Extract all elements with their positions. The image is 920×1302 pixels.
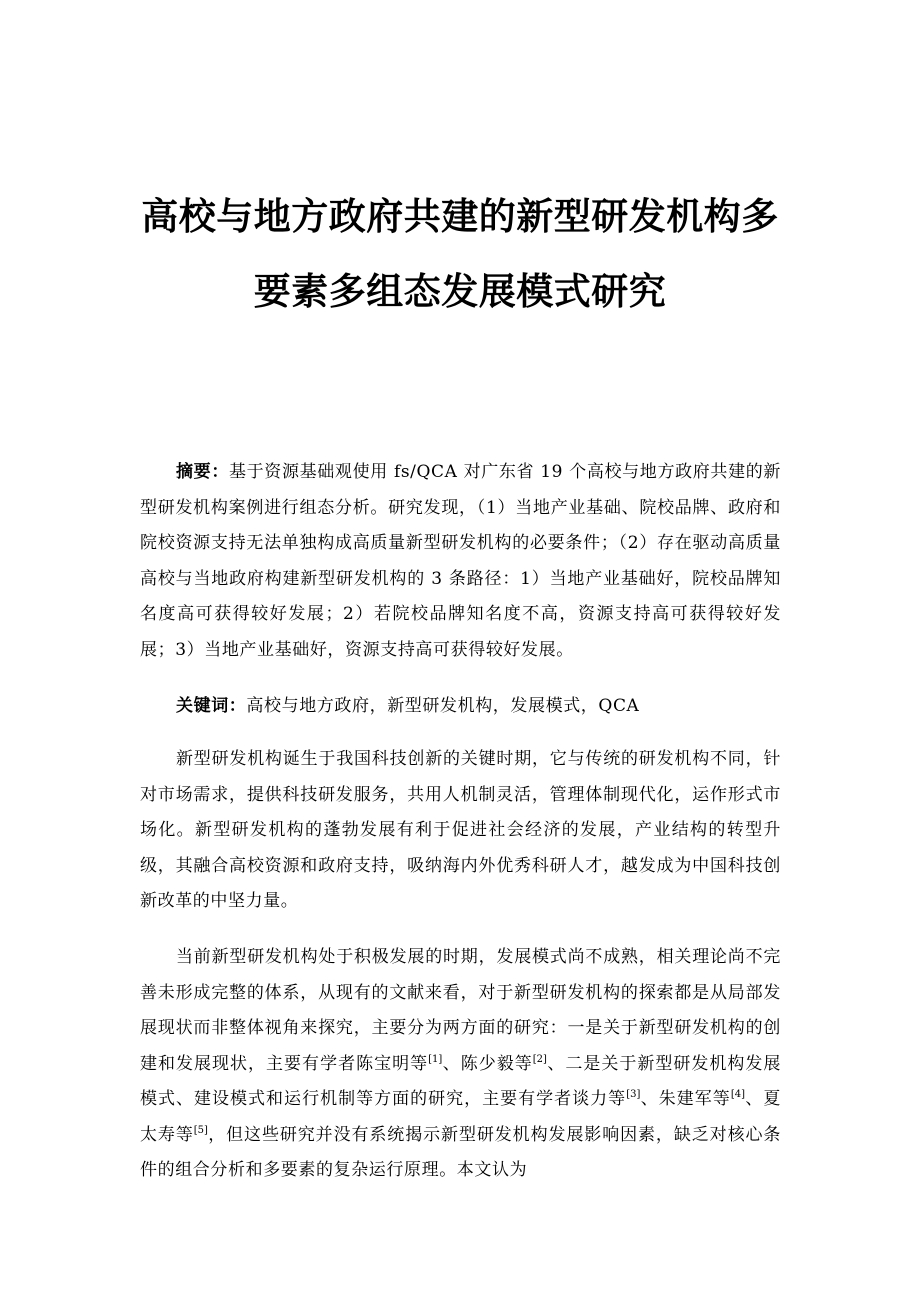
body-paragraph-1: 新型研发机构诞生于我国科技创新的关键时期，它与传统的研发机构不同，针对市场需求，提供科技研发服务，共用人机制灵活，管理体制现代化，运作形式市场化。新型研发机构的蓬勃发展有利于促进社会经济的发展，产业结构的转型升级，其融合高校资源和政府支持，吸纳海内外优秀科研人才，越发成为中国科技创新改革的中坚力量。 <box>140 749 781 911</box>
paragraph-text: 当前新型研发机构处于积极发展的时期，发展模式尚不成熟，相关理论尚不完善未形成完整的体系，从现有的文献来看，对于新型研发机构的探索都是从局部发展现状而非整体视角来探究，主要分为两方面的研究：一是关于新型研发机构的创建和发展现状，主要有学者陈宝明等 <box>140 947 781 1074</box>
paragraph-text: ，但这些研究并没有系统揭示新型研发机构发展影响因素，缺乏对核心条件的组合分析和多要素的复杂运行原理。本文认为 <box>140 1124 781 1180</box>
citation-ref-5: [5] <box>193 1124 208 1136</box>
keywords-label: 关键词： <box>176 696 247 716</box>
paragraph-text: 、朱建军等 <box>640 1089 731 1109</box>
citation-ref-3: [3] <box>626 1089 641 1100</box>
citation-ref-1: [1] <box>428 1053 443 1065</box>
paper-title-line-2: 要素多组态发展模式研究 <box>253 270 667 313</box>
paper-title-line-1: 高校与地方政府共建的新型研发机构多 <box>141 195 779 238</box>
abstract-text: 基于资源基础观使用 fs/QCA 对广东省 19 个高校与地方政府共建的新型研发机构案例进行组态分析。研究发现，（1）当地产业基础、院校品牌、政府和院校资源支持无法单独构成高质量新型研发机构的必要条件；（2）存在驱动高质量高校与当地政府构建新型研发机构的 3 条路径：1）当地产业基础好，院校品牌知名度高可获得较好发展；2）若院校品牌知名度不高，资源支持高可获得较好发展；3）当地产业基础好，资源支持高可获得较好发展。 <box>140 462 781 660</box>
keywords-text: 高校与地方政府，新型研发机构，发展模式，QCA <box>246 696 640 716</box>
abstract-paragraph <box>140 455 781 668</box>
body-paragraph-2 <box>140 940 781 1189</box>
citation-ref-4: [4] <box>730 1089 745 1100</box>
paragraph-text: 、夏太寿等 <box>140 1089 782 1145</box>
paragraph-text: 、二是关于新型研发机构发展模式、建设模式和运行机制等方面的研究，主要有学者谈力等 <box>140 1053 781 1109</box>
keywords-paragraph <box>140 689 781 725</box>
paragraph-text: 、陈少毅等 <box>442 1053 533 1074</box>
abstract-label: 摘要： <box>176 462 229 482</box>
citation-ref-2: [2] <box>532 1053 547 1065</box>
